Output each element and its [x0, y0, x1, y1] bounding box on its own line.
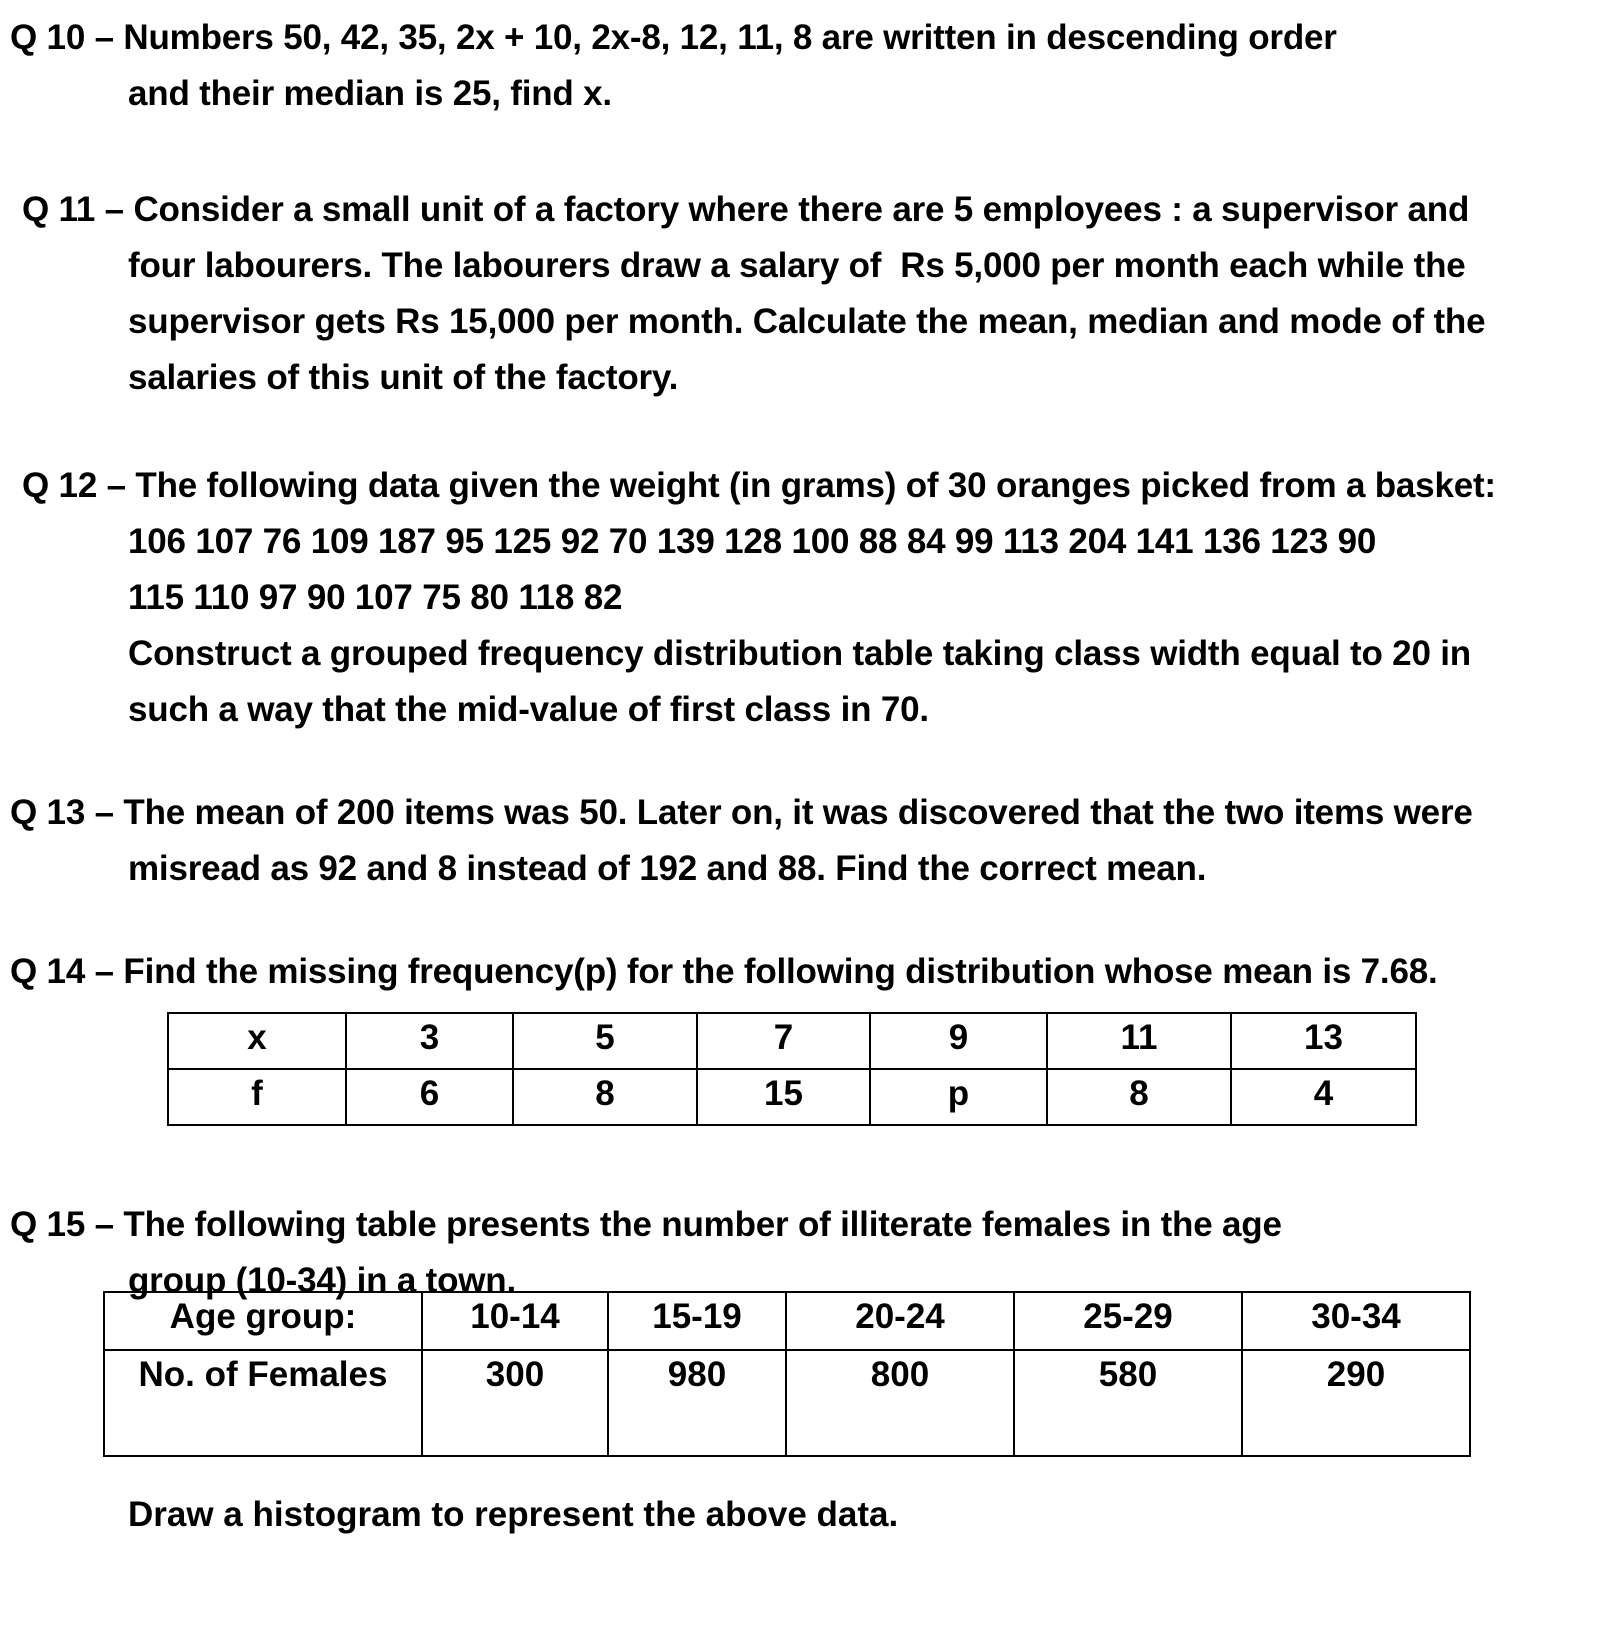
q15-cell-agegroup-3: 20-24: [786, 1292, 1014, 1350]
q14-cell-f-label: f: [168, 1069, 346, 1125]
q12-line-1: Q 12 – The following data given the weight (in grams) of 30 oranges picked from a basket:: [22, 466, 1496, 505]
q11-line-4: salaries of this unit of the factory.: [128, 358, 679, 397]
q14-line-1: Q 14 – Find the missing frequency(p) for the following distribution whose mean is 7.68.: [10, 952, 1438, 991]
q13-line-1: Q 13 – The mean of 200 items was 50. Later on, it was discovered that the two items were: [10, 793, 1473, 832]
q15-cell-females-label: No. of Females: [104, 1350, 422, 1456]
q12-line-3-data-b: 115 110 97 90 107 75 80 118 82: [128, 578, 623, 617]
q15-cell-agegroup-1: 10-14: [422, 1292, 608, 1350]
table-row: [168, 1013, 1416, 1069]
q15-cell-agegroup-label: Age group:: [104, 1292, 422, 1350]
q14-cell-f-1: 6: [346, 1069, 513, 1125]
q11-line-1: Q 11 – Consider a small unit of a factory where there are 5 employees : a supervisor and: [22, 190, 1470, 229]
question-block-q13: [0, 785, 1600, 897]
q14-cell-x-4: 9: [870, 1013, 1047, 1069]
table-row: [168, 1069, 1416, 1125]
q15-line-1: Q 15 – The following table presents the number of illiterate females in the age: [10, 1205, 1282, 1244]
q10-line-2: and their median is 25, find x.: [128, 74, 612, 113]
q15-cell-females-4: 580: [1014, 1350, 1242, 1456]
q14-cell-x-2: 5: [513, 1013, 697, 1069]
q15-cell-females-1: 300: [422, 1350, 608, 1456]
q14-cell-f-4: p: [870, 1069, 1047, 1125]
q15-age-group-table: [103, 1291, 1471, 1457]
question-block-q10: [0, 10, 1600, 122]
q14-cell-x-6: 13: [1231, 1013, 1416, 1069]
q15-line-2: group (10-34) in a town.: [128, 1261, 516, 1300]
q12-line-5: such a way that the mid-value of first class in 70.: [128, 690, 929, 729]
q14-cell-x-3: 7: [697, 1013, 870, 1069]
table-row: [104, 1292, 1470, 1350]
q15-histogram-instruction: Draw a histogram to represent the above data.: [128, 1495, 899, 1534]
q14-cell-x-5: 11: [1047, 1013, 1231, 1069]
question-block-q11: [0, 182, 1600, 406]
q15-cell-agegroup-4: 25-29: [1014, 1292, 1242, 1350]
table-row: [104, 1350, 1470, 1456]
q14-frequency-table: [167, 1012, 1417, 1126]
q15-cell-agegroup-5: 30-34: [1242, 1292, 1470, 1350]
q10-line-1: Q 10 – Numbers 50, 42, 35, 2x + 10, 2x-8, 12, 11, 8 are written in descending order: [10, 18, 1337, 57]
q12-line-4: Construct a grouped frequency distribution table taking class width equal to 20 in: [128, 634, 1471, 673]
q14-cell-x-label: x: [168, 1013, 346, 1069]
question-block-q14: [0, 944, 1600, 1000]
q11-line-3: supervisor gets Rs 15,000 per month. Calculate the mean, median and mode of the: [128, 302, 1486, 341]
q14-cell-f-3: 15: [697, 1069, 870, 1125]
q15-cell-females-5: 290: [1242, 1350, 1470, 1456]
q15-cell-females-2: 980: [608, 1350, 786, 1456]
q15-cell-agegroup-2: 15-19: [608, 1292, 786, 1350]
question-block-q12: [0, 458, 1600, 738]
q14-cell-f-6: 4: [1231, 1069, 1416, 1125]
q12-line-2-data-a: 106 107 76 109 187 95 125 92 70 139 128 100 88 84 99 113 204 141 136 123 90: [128, 522, 1377, 561]
q14-cell-x-1: 3: [346, 1013, 513, 1069]
q14-cell-f-5: 8: [1047, 1069, 1231, 1125]
q14-cell-f-2: 8: [513, 1069, 697, 1125]
q15-cell-females-3: 800: [786, 1350, 1014, 1456]
q13-line-2: misread as 92 and 8 instead of 192 and 88. Find the correct mean.: [128, 849, 1207, 888]
q11-line-2: four labourers. The labourers draw a salary of Rs 5,000 per month each while the: [128, 246, 1466, 285]
